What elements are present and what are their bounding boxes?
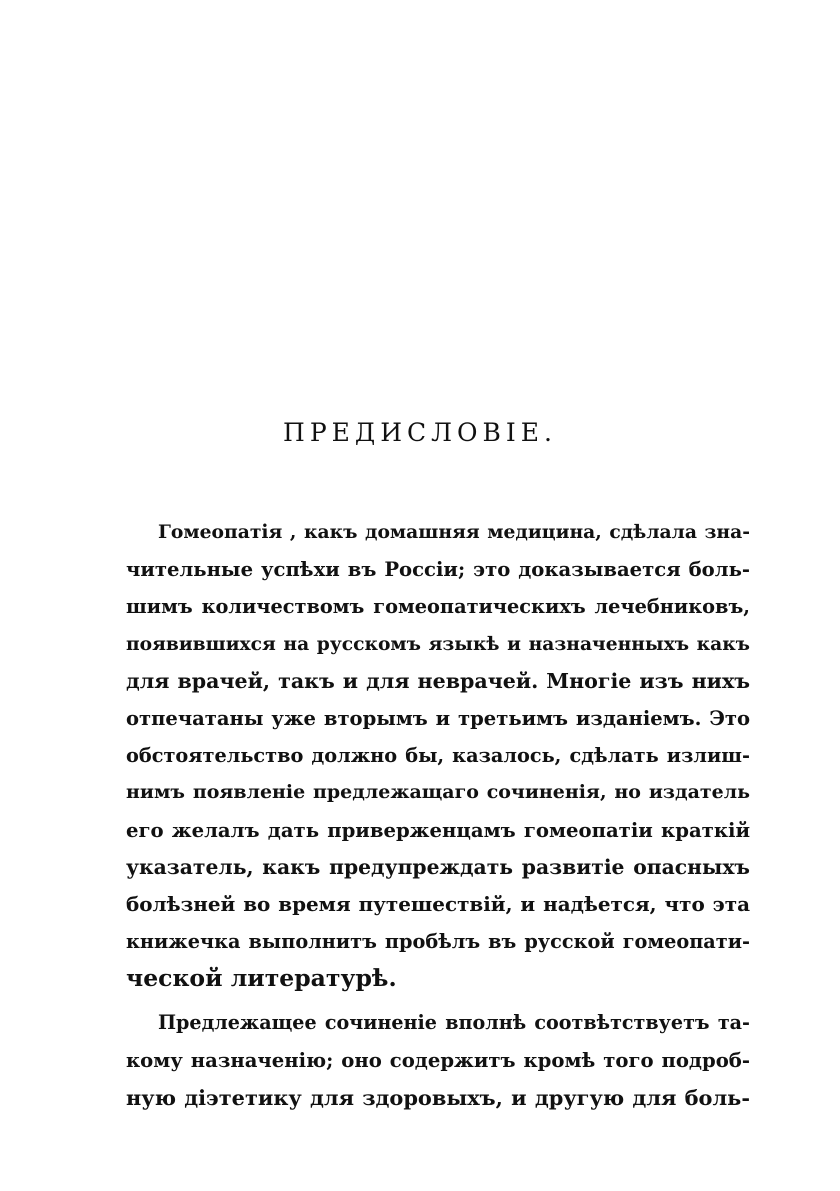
text-line: его желалъ дать приверженцамъ гомеопатіи краткій [126,818,750,842]
paragraph-gap [126,997,750,1004]
text-line: появившихся на русскомъ языкѣ и назначенныхъ какъ [126,632,750,655]
text-line: книжечка выполнитъ пробѣлъ въ русской гомеопати- [126,930,750,954]
text-line: Предлежащее сочиненіе вполнѣ соотвѣтствуетъ та- [158,1011,750,1035]
text-line: обстоятельство должно бы, казалось, сдѣлать излиш- [126,744,750,768]
text-line: указатель, какъ предупреждать развитіе опасныхъ [126,854,750,879]
text-line: отпечатаны уже вторымъ и третьимъ изданіемъ. Это [126,706,750,730]
text-line: чительные успѣхи въ Россіи; это доказывается боль- [126,558,750,582]
text-line: Гомеопатія , какъ домашняя медицина, сдѣлала зна- [158,521,750,543]
text-line: болѣзней во время путешествій, и надѣется, что эта [126,891,750,916]
paragraph-1 [126,514,750,997]
text-line: для врачей, такъ и для неврачей. Многіе изъ нихъ [126,668,750,693]
preface-text [126,514,750,1116]
text-line: нимъ появленіе предлежащаго сочиненія, но издатель [126,781,750,804]
text-line: шимъ количествомъ гомеопатическихъ лечебниковъ, [126,595,750,619]
text-line: кому назначенію; оно содержитъ кромѣ того подроб- [126,1048,750,1072]
page-title: ПРЕДИСЛОВІЕ. [283,418,557,447]
text-line: ную діэтетику для здоровыхъ, и другую для боль- [126,1084,750,1110]
text-line: ческой литературѣ. [126,964,397,993]
paragraph-2 [126,1004,750,1116]
